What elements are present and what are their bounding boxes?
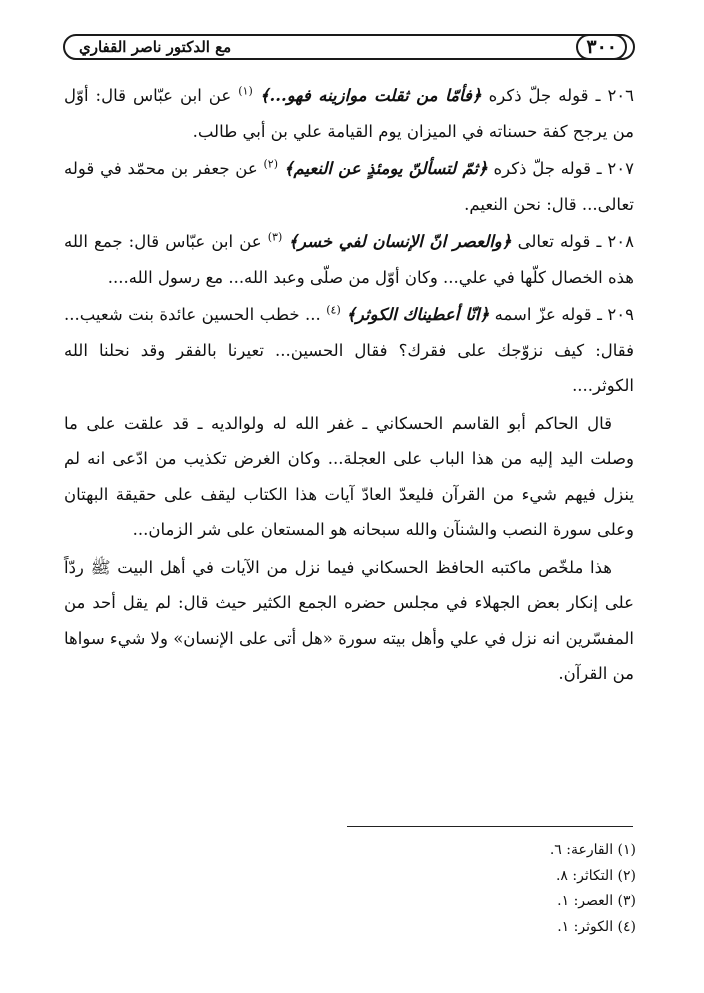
- quran-quote: ﴿ثمّ لتسألنّ يومئذٍ عن النعيم﴾: [283, 159, 488, 178]
- footnote-ref: (١): [238, 84, 253, 98]
- entry-prefix: ٢٠٨ ـ قوله تعالى: [517, 232, 635, 251]
- summary-paragraph: هذا ملخّص ماكتبه الحافظ الحسكاني فيما نزل من الآيات في أهل البيت ﷺ ردّاً على إنكار بعض الجهلاء في مجلس حضره الجمع الكثير حيث قال: لم يقل أحد من المفسّرين انه نزل في علي وأهل بيته سورة «هل أتى على الإنسان» ولا شيء سواها من القرآن.: [64, 557, 634, 683]
- footnote-item: (١) القارعة: ٦.: [549, 842, 636, 858]
- entry-prefix: ٢٠٧ ـ قوله جلّ ذكره: [493, 159, 635, 178]
- entry-206: [64, 78, 634, 149]
- footnote-divider: [347, 826, 633, 827]
- entry-text: عن جعفر بن محمّد في قوله تعالى... قال: نحن النعيم.: [64, 159, 634, 214]
- entry-text: عن ابن عبّاس قال: أوّل من يرجح كفة حسناته في الميزان يوم القيامة علي بن أبي طالب.: [64, 86, 634, 141]
- entry-text: عن ابن عبّاس قال: جمع الله هذه الخصال كلّها في علي... وكان أوّل من صلّى وعبد الله... مع رسول الله....: [64, 232, 634, 287]
- page-body: [64, 78, 634, 694]
- entry-209: [64, 297, 634, 404]
- commentary-paragraph: قال الحاكم أبو القاسم الحسكاني ـ غفر الله له ولوالديه ـ قد علقت على ما وصلت اليد إليه من هذا الباب على العجلة... وكان الغرض تكذيب من ادّعى انه لم ينزل فيهم شيء من القرآن فليعدّ العادّ آيات هذا الكتاب ليقف على حقيقة البهتان وعلى سورة النصب والشنآن والله سبحانه هو المستعان على شر الزمان...: [64, 413, 634, 539]
- entry-prefix: ٢٠٩ ـ قوله عزّ اسمه: [494, 305, 634, 324]
- footnote-item: (٣) العصر: ١.: [557, 893, 636, 909]
- footnote-item: (٢) التكاثر: ٨.: [555, 867, 636, 884]
- footnote-ref: (٢): [263, 157, 279, 171]
- quran-quote: ﴿فأمّا من ثقلت موازينه فهو...﴾: [259, 86, 482, 105]
- entry-207: [64, 151, 634, 222]
- footnote-ref: (٤): [326, 303, 341, 317]
- page-header: [63, 34, 635, 60]
- footnote-item: (٤) الكوثر: ١.: [557, 918, 636, 935]
- footnotes: [356, 838, 636, 940]
- page-number: ٣٠٠: [576, 34, 627, 60]
- entry-prefix: ٢٠٦ ـ قوله جلّ ذكره: [488, 86, 635, 105]
- quran-quote: ﴿انّا أعطيناك الكوثر﴾: [346, 305, 490, 324]
- footnote-ref: (٣): [267, 230, 283, 244]
- running-title: مع الدكتور ناصر القفاري: [79, 38, 232, 56]
- entry-208: [64, 224, 634, 295]
- entry-text: ... خطب الحسين عائدة بنت شعيب... فقال: كيف نزوّجك على فقرك؟ فقال الحسين... تعيرنا بالفقر وقد نحلنا الله الكوثر....: [64, 305, 634, 395]
- quran-quote: ﴿والعصر انّ الإنسان لفي خسر﴾: [288, 232, 512, 251]
